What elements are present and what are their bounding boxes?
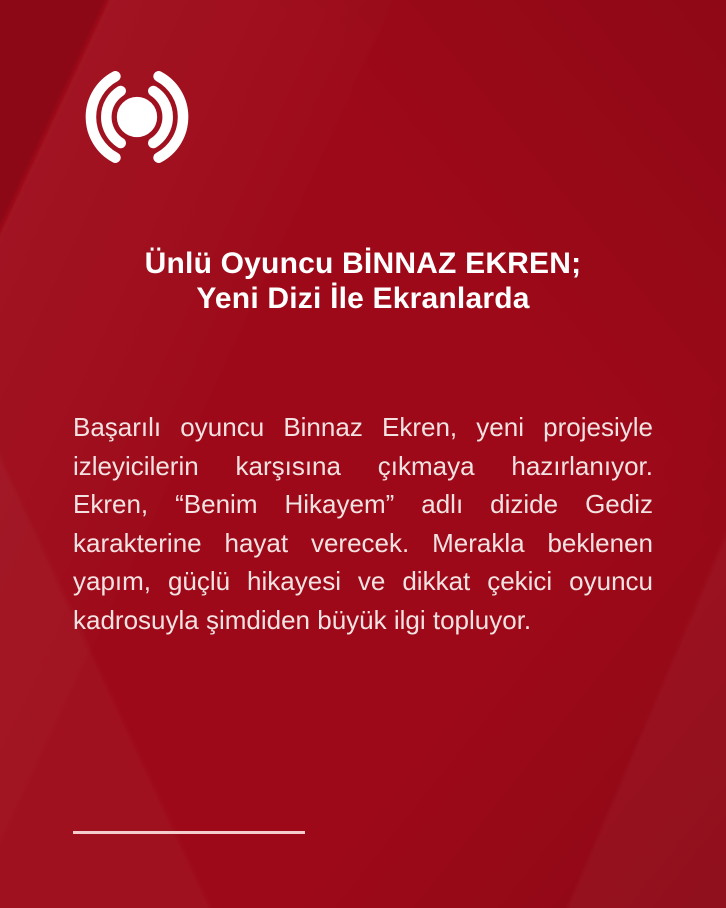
- divider-line: [73, 831, 305, 834]
- body-paragraph: [73, 408, 653, 640]
- body-line: karakterine hayat verecek. Merakla beklenen: [73, 527, 653, 558]
- headline-line-2: Yeni Dizi İle Ekranlarda: [196, 282, 530, 315]
- headline-line-1: Ünlü Oyuncu BİNNAZ EKREN;: [144, 247, 582, 280]
- live-broadcast-icon: [74, 69, 200, 165]
- body-line: kadrosuyla şimdiden büyük ilgi topluyor.: [73, 604, 532, 635]
- body-line: Başarılı oyuncu Binnaz Ekren, yeni projesiyle: [73, 412, 653, 442]
- body-line: yapım, güçlü hikayesi ve dikkat çekici oyuncu: [73, 566, 653, 597]
- headline: [0, 246, 726, 316]
- body-line: izleyicilerin karşısına çıkmaya hazırlanıyor.: [73, 450, 653, 481]
- body-line: Ekren, “Benim Hikayem” adlı dizide Gediz: [73, 489, 653, 520]
